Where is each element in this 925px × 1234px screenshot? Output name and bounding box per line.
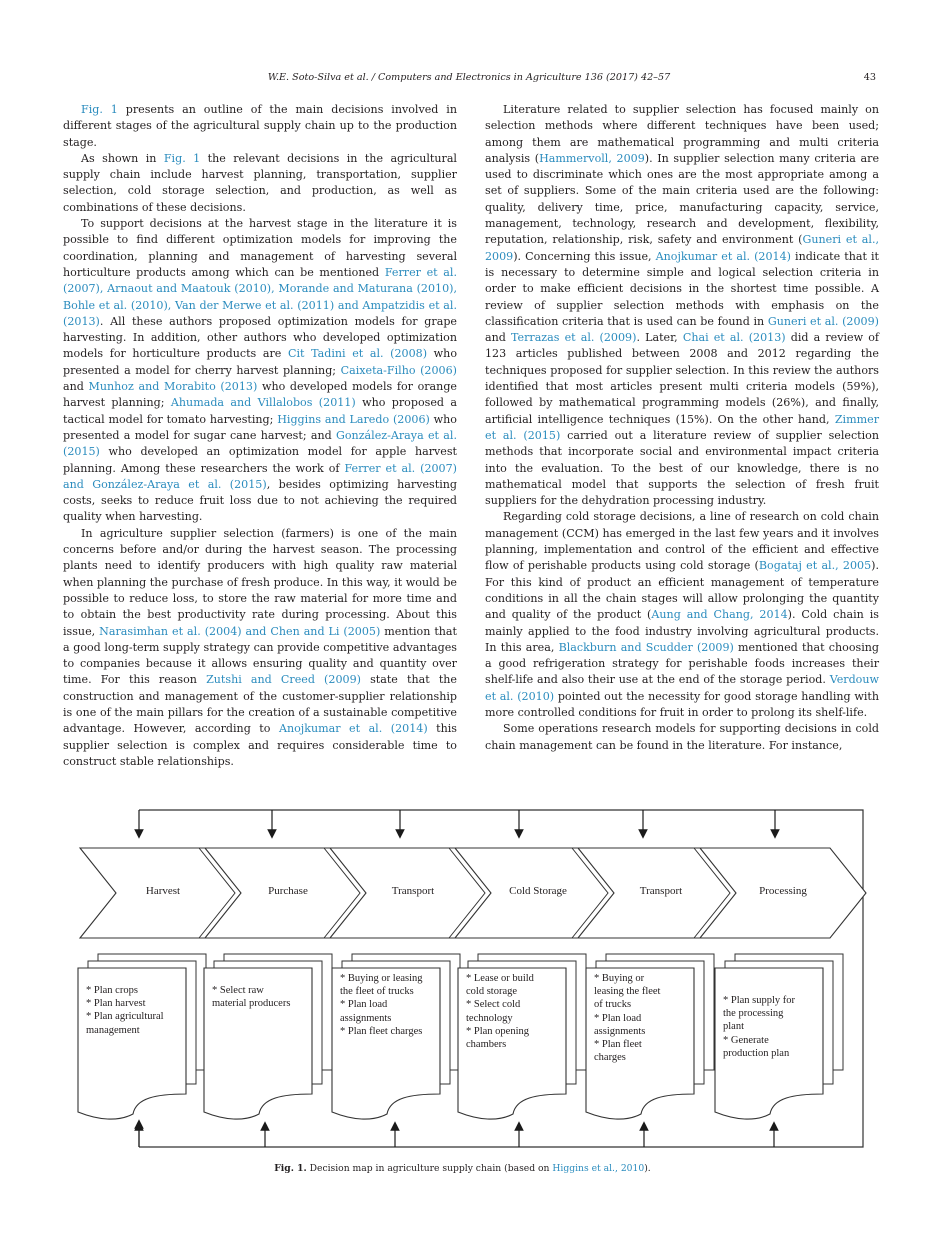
decision-line: * Plan agricultural bbox=[86, 1011, 164, 1023]
decision-line: * Buying or leasing bbox=[340, 973, 423, 984]
decision-line: * Plan load bbox=[340, 999, 388, 1011]
paragraph-text: who proposed a tactical model for tomato harvesting; bbox=[63, 396, 457, 426]
paragraph-text: mention that a good long-term supply strategy can provide competitive advantages to companies because it allows ensuring quality and quantity over time. For this reason bbox=[63, 624, 457, 687]
decision-line: technology bbox=[466, 1012, 513, 1024]
paragraph-text: mentioned that choosing a good refrigeration strategy for perishable foods increases their shelf-life and also their use at the end of the storage period. bbox=[485, 640, 880, 687]
paragraph-text: Some operations research models for supporting decisions in cold chain management can be found in the literature. For instance, bbox=[485, 722, 879, 752]
paragraph-text: ). Concerning this issue, bbox=[513, 249, 656, 263]
citation-link[interactable]: Zutshi and Creed (2009) bbox=[206, 673, 361, 687]
paragraph-text: To support decisions at the harvest stage in the literature it is possible to find different optimization models for improving the coordination, planning and management of harvesting several horticulture products among which can be mentioned bbox=[63, 217, 457, 279]
paragraph-text: ). In supplier selection many criteria are used to discriminate which ones are the most appropriate among a set of suppliers. Some of the main criteria used are the following: quality, delivery time, price, manufacturing capacity, service, management, technology, research and development, flexibility, reputation, relationship, risk, safety and environment ( bbox=[485, 151, 880, 247]
decision-line: chambers bbox=[466, 1039, 507, 1051]
stage-label: Cold Storage bbox=[509, 885, 567, 897]
decision-line: assignments bbox=[340, 1012, 392, 1024]
decision-line: * Plan crops bbox=[86, 985, 138, 996]
paragraph-text: ). Cold chain is mainly applied to the food industry involving agricultural products. In this area, bbox=[485, 608, 879, 654]
paragraph-text: , besides optimizing harvesting costs, seeks to reduce fruit loss due to not achieving the required quality when harvesting. bbox=[63, 477, 457, 524]
paragraph-text: . Later, bbox=[636, 331, 683, 345]
stage-decisions bbox=[594, 972, 704, 1064]
decision-line: * Plan fleet bbox=[594, 1039, 642, 1051]
citation-link[interactable]: Anojkumar et al. (2014) bbox=[278, 722, 428, 736]
citation-link[interactable]: Fig. 1 bbox=[81, 103, 118, 116]
paragraph-text: pointed out the necessity for good storage handling with more controlled conditions for fruit in order to prolong its shelf-life. bbox=[485, 689, 880, 719]
decision-line: leasing the fleet bbox=[594, 986, 661, 998]
caption-label: Fig. 1. bbox=[274, 1163, 307, 1174]
paragraph-text: As shown in bbox=[81, 151, 164, 165]
decision-line: * Plan opening bbox=[466, 1025, 529, 1037]
decision-line: material producers bbox=[212, 998, 291, 1010]
decision-line: production plan bbox=[723, 1047, 790, 1059]
citation-link[interactable]: Zimmer et al. (2015) bbox=[485, 412, 879, 442]
caption-text: Decision map in agriculture supply chain (based on bbox=[306, 1163, 553, 1174]
decision-line: * Select cold bbox=[466, 999, 521, 1011]
running-title: W.E. Soto-Silva et al. / Computers and Electronics in Agriculture 136 (2017) 42–57 bbox=[267, 72, 671, 83]
citation-link[interactable]: Narasimhan et al. (2004) and Chen and Li (2005) bbox=[99, 624, 381, 638]
stage-decisions bbox=[723, 994, 833, 1060]
citation-link[interactable]: Ferrer et al. (2007), Arnaout and Maatouk (2010), Morande and Maturana (2010), Bohle et al. (2010), Van der Merwe et al. (2011) and Ampatzidis et al. (2013) bbox=[63, 265, 457, 328]
decision-line: * Lease or build bbox=[466, 973, 534, 984]
citation-link[interactable]: Caixeta-Filho (2006) bbox=[340, 363, 457, 377]
stage-decisions bbox=[340, 972, 450, 1038]
decision-line: * Buying or bbox=[594, 973, 645, 984]
citation-link[interactable]: Hammervoll, 2009 bbox=[539, 151, 645, 165]
decision-line: cold storage bbox=[466, 986, 518, 998]
caption-citation-link[interactable]: Higgins et al., 2010 bbox=[552, 1163, 645, 1174]
citation-link[interactable]: Guneri et al., 2009 bbox=[485, 233, 879, 263]
decision-line: plant bbox=[723, 1021, 744, 1033]
stage-decisions bbox=[466, 972, 576, 1051]
citation-link[interactable]: Cit Tadini et al. (2008) bbox=[287, 347, 428, 361]
paragraph-text: Literature related to supplier selection has focused mainly on selection methods where different techniques have been used; among them are mathematical programming and multi criteria analysis ( bbox=[485, 103, 879, 165]
decision-line: charges bbox=[594, 1052, 626, 1064]
decision-line: * Generate bbox=[723, 1034, 769, 1046]
decision-line: the processing bbox=[723, 1008, 784, 1020]
stage-label: Processing bbox=[759, 885, 807, 897]
paragraph-text: who developed models for orange harvest planning; bbox=[63, 380, 457, 410]
stage-decisions bbox=[212, 984, 322, 1010]
stage-label: Purchase bbox=[268, 885, 308, 897]
paragraph-text: indicate that it is necessary to determine simple and logical selection criteria in order to make efficient decisions in the shortest time possible. A review of supplier selection methods with emphasis on the classification criteria that is used can be found in bbox=[485, 249, 879, 328]
decision-line: of trucks bbox=[594, 999, 632, 1011]
citation-link[interactable]: Ahumada and Villalobos (2011) bbox=[170, 396, 356, 410]
citation-link[interactable]: Fig. 1 bbox=[163, 151, 201, 165]
decision-line: * Select raw bbox=[212, 985, 264, 996]
stage-label: Transport bbox=[391, 885, 435, 897]
paragraph-text: carried out a literature review of supplier selection methods that incorporate social and environmental impact criteria into the evaluation. To the best of our knowledge, there is no mathematical model that supports the selection of fresh fruit suppliers for the dehydration processing industry. bbox=[485, 428, 879, 508]
stage-label: Harvest bbox=[145, 885, 181, 897]
citation-link[interactable]: Ferrer et al. (2007) and González-Araya et al. (2015) bbox=[63, 461, 458, 491]
paragraph-text: who developed an optimization model for apple harvest planning. Among these researchers the work of bbox=[63, 445, 457, 475]
citation-link[interactable]: Verdouw et al. (2010) bbox=[485, 673, 879, 703]
citation-link[interactable]: Bogataj et al., 2005 bbox=[758, 559, 872, 573]
decision-line: * Plan load bbox=[594, 1012, 642, 1024]
decision-line: assignments bbox=[594, 1025, 646, 1037]
citation-link[interactable]: Anojkumar et al. (2014) bbox=[655, 249, 791, 263]
caption-end: ). bbox=[644, 1163, 651, 1174]
decision-line: the fleet of trucks bbox=[340, 986, 414, 998]
paragraph-text: ). For this kind of product an efficient management of temperature conditions in all the chain stages will allow prolonging the quantity and quality of the product ( bbox=[485, 559, 879, 622]
paragraph-text: this supplier selection is complex and requires considerable time to construct stable relationships. bbox=[63, 722, 458, 768]
citation-link[interactable]: Guneri et al. (2009) bbox=[767, 314, 879, 328]
citation-link[interactable]: Terrazas et al. (2009) bbox=[510, 331, 637, 345]
paragraph-text: presents an outline of the main decisions involved in different stages of the agricultural supply chain up to the production stage. bbox=[63, 103, 457, 149]
citation-link[interactable]: Chai et al. (2013) bbox=[682, 331, 786, 345]
paragraph-text: did a review of 123 articles published between 2008 and 2012 regarding the techniques proposed for supplier selection. In this review the authors identified that most articles present multi criteria models (59%), followed by mathematical programming models (26%), and finally, artificial intelligence techniques (15%). On the other hand, bbox=[485, 331, 879, 426]
decision-line: * Plan harvest bbox=[86, 998, 146, 1010]
paragraph-text: In agriculture supplier selection (farmers) is one of the main concerns before and/or during the harvest season. The processing plants need to identify producers with high quality raw material when planning the purchase of fresh produce. In this way, it would be possible to reduce loss, to store the raw material for more time and to obtain the best productivity rate during processing. About this issue, bbox=[63, 526, 457, 638]
paragraph-text: and bbox=[63, 380, 89, 394]
paragraph-text: . All these authors proposed optimization models for grape harvesting. In addition, other authors who developed optimization models for horticulture products are bbox=[63, 314, 457, 361]
decision-line: * Plan supply for bbox=[723, 995, 796, 1006]
figure-caption bbox=[0, 1163, 925, 1174]
citation-link[interactable]: González-Araya et al. (2015) bbox=[63, 428, 457, 459]
paragraph-text: and bbox=[485, 331, 511, 345]
paragraph-text: the relevant decisions in the agricultural supply chain include harvest planning, transportation, supplier selection, cold storage selection, and production, as well as combinations of these decisions. bbox=[63, 151, 457, 214]
paragraph-text: Regarding cold storage decisions, a line of research on cold chain management (CCM) has emerged in the last few years and it involves planning, implementation and control of the efficient and effective flow of perishable products using cold storage ( bbox=[485, 510, 879, 573]
decision-line: * Plan fleet charges bbox=[340, 1025, 423, 1037]
paragraph-text: state that the construction and management of the customer-supplier relationship is one of the main pillars for the creation of a sustainable competitive advantage. However, according to bbox=[63, 673, 457, 736]
citation-link[interactable]: Higgins and Laredo (2006) bbox=[277, 412, 430, 426]
citation-link[interactable]: Aung and Chang, 2014 bbox=[651, 608, 788, 622]
citation-link[interactable]: Munhoz and Morabito (2013) bbox=[88, 380, 258, 394]
decision-line: management bbox=[86, 1024, 140, 1036]
citation-link[interactable]: Blackburn and Scudder (2009) bbox=[558, 640, 734, 654]
paragraph-text: who presented a model for sugar cane harvest; and bbox=[63, 412, 457, 442]
stage-label: Transport bbox=[639, 885, 683, 897]
stage-decisions bbox=[86, 984, 196, 1037]
page-number: 43 bbox=[863, 72, 876, 83]
paragraph-text: who presented a model for cherry harvest planning; bbox=[63, 347, 458, 377]
